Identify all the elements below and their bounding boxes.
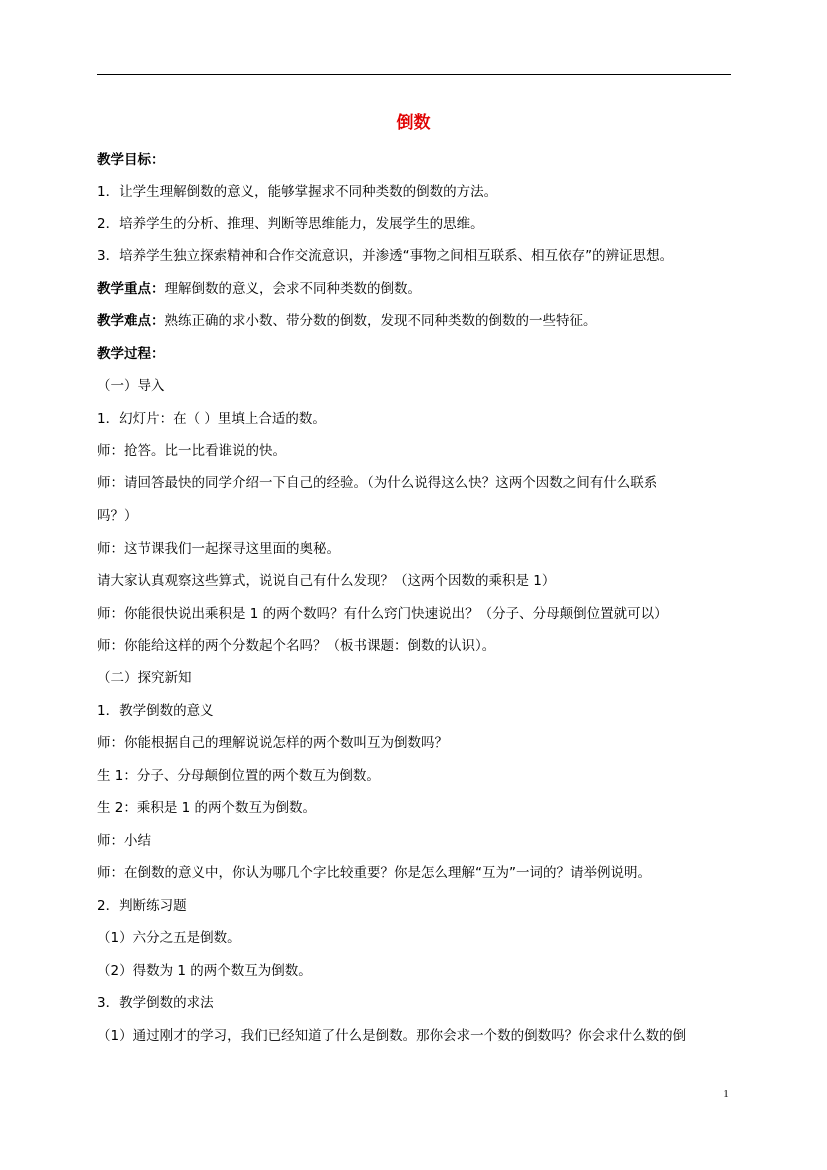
paragraph-11: 生 2：乘积是 1 的两个数互为倒数。 — [97, 800, 317, 816]
section-2-title: （二）探究新知 — [97, 670, 192, 686]
process-heading-text: 教学过程： — [97, 346, 165, 362]
paragraph-14: 2．判断练习题 — [97, 898, 187, 914]
goals-heading-text: 教学目标： — [97, 152, 165, 168]
paragraph-13: 师：在倒数的意义中，你认为哪几个字比较重要？你是怎么理解“互为”一词的？请举例说明。 — [97, 865, 651, 881]
paragraph-5: 请大家认真观察这些算式，说说自己有什么发现？（这两个因数的乘积是 1） — [97, 573, 556, 589]
key-point-text: 理解倒数的意义，会求不同种类数的倒数。 — [164, 281, 421, 297]
paragraph-4: 师：这节课我们一起探寻这里面的奥秘。 — [97, 541, 340, 557]
goals-heading — [97, 149, 737, 171]
paragraph-18: （1）通过刚才的学习，我们已经知道了什么是倒数。那你会求一个数的倒数吗？你会求什么数的倒 — [97, 1028, 687, 1044]
goal-item-3: 3．培养学生独立探索精神和合作交流意识，并渗透“事物之间相互联系、相互依存”的辨证思想。 — [97, 248, 674, 264]
paragraph-9: 师：你能根据自己的理解说说怎样的两个数叫互为倒数吗？ — [97, 735, 448, 751]
paragraph-6: 师：你能很快说出乘积是 1 的两个数吗？有什么窍门快速说出？（分子、分母颠倒位置就可以） — [97, 606, 668, 622]
paragraph-16: （2）得数为 1 的两个数互为倒数。 — [97, 963, 312, 979]
header-rule — [97, 74, 731, 75]
page-number: 1 — [723, 1088, 729, 1100]
paragraph-10: 生 1：分子、分母颠倒位置的两个数互为倒数。 — [97, 768, 380, 784]
paragraph-17: 3．教学倒数的求法 — [97, 995, 214, 1011]
paragraph-3b: 吗？） — [97, 508, 138, 524]
paragraph-15: （1）六分之五是倒数。 — [97, 930, 241, 946]
paragraph-8: 1．教学倒数的意义 — [97, 703, 214, 719]
difficulty-label: 教学难点： — [97, 313, 165, 329]
goal-item-1: 1．让学生理解倒数的意义，能够掌握求不同种类数的倒数的方法。 — [97, 184, 498, 200]
goal-item-2: 2．培养学生的分析、推理、判断等思维能力，发展学生的思维。 — [97, 216, 484, 232]
paragraph-7: 师：你能给这样的两个分数起个名吗？（板书课题：倒数的认识）。 — [97, 638, 496, 654]
process-heading — [97, 343, 737, 365]
paragraph-1: 1．幻灯片：在（ ）里填上合适的数。 — [97, 411, 326, 427]
key-point-label: 教学重点： — [97, 281, 165, 297]
key-point-line — [97, 278, 737, 300]
document-title: 倒数 — [396, 113, 431, 133]
difficulty-line — [97, 310, 737, 332]
difficulty-text: 熟练正确的求小数、带分数的倒数，发现不同种类数的倒数的一些特征。 — [164, 313, 597, 329]
paragraph-2: 师：抢答。比一比看谁说的快。 — [97, 443, 286, 459]
paragraph-3a: 师：请回答最快的同学介绍一下自己的经验。（为什么说得这么快？这两个因数之间有什么联系 — [97, 475, 658, 491]
section-1-title: （一）导入 — [97, 378, 165, 394]
paragraph-12: 师：小结 — [97, 833, 151, 849]
